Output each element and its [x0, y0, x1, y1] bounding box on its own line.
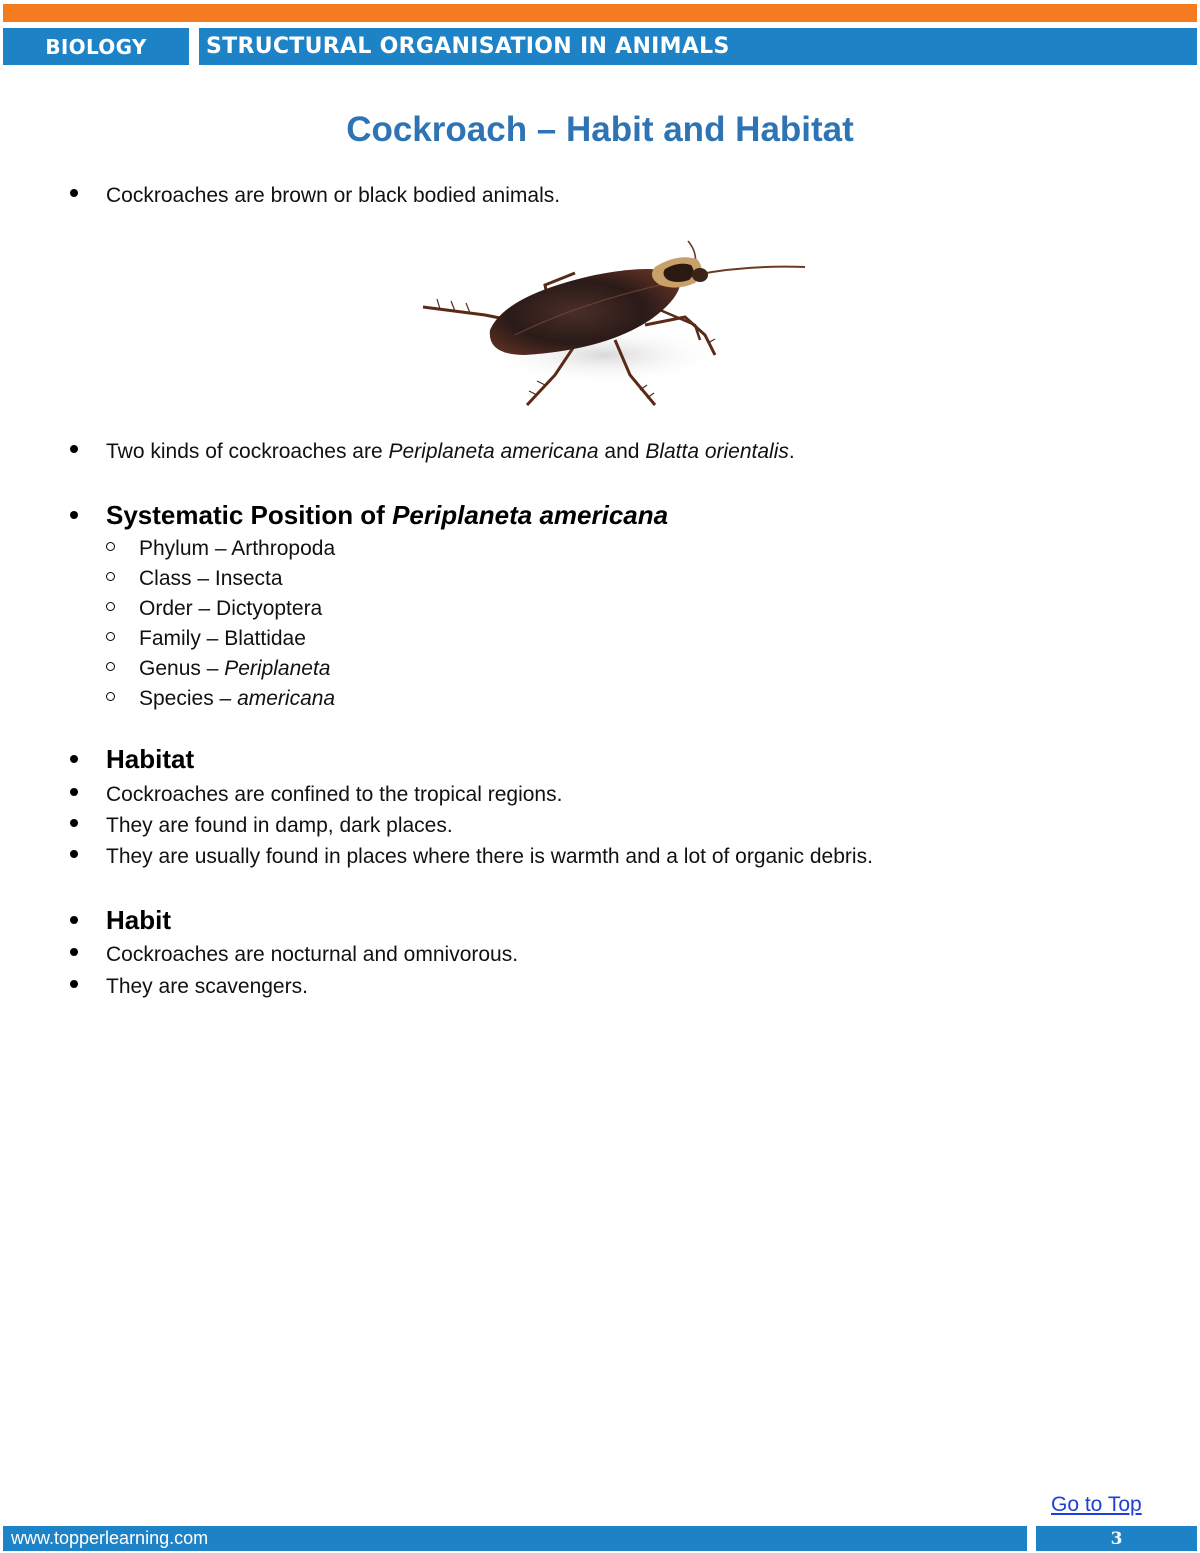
habit-text: Cockroaches are nocturnal and omnivorous. — [106, 943, 519, 966]
systematic-label: Species – — [139, 687, 238, 710]
page-number: 3 — [1110, 1528, 1123, 1549]
systematic-label: Class – — [139, 567, 215, 590]
kinds-item — [70, 440, 795, 464]
systematic-item-order — [106, 597, 322, 621]
systematic-heading-species: Periplaneta americana — [392, 500, 669, 530]
systematic-label: Phylum – — [139, 537, 232, 560]
systematic-value: americana — [237, 687, 336, 710]
systematic-value: Blattidae — [224, 627, 306, 650]
circle-bullet — [106, 572, 115, 581]
go-to-top-link[interactable]: Go to Top — [1051, 1493, 1142, 1516]
cockroach-illustration — [415, 235, 810, 415]
bullet-dot — [70, 850, 78, 858]
top-orange-stripe — [3, 4, 1197, 22]
systematic-heading-item — [70, 500, 668, 531]
habit-item — [70, 975, 308, 999]
header-subject-box — [3, 28, 189, 65]
circle-bullet — [106, 692, 115, 701]
systematic-label: Order – — [139, 597, 217, 620]
habit-heading: Habit — [106, 905, 171, 935]
habitat-heading-item — [70, 744, 194, 775]
habitat-heading: Habitat — [106, 744, 195, 774]
kinds-prefix: Two kinds of cockroaches are — [106, 440, 389, 463]
habitat-item — [70, 814, 453, 838]
systematic-value: Dictyoptera — [216, 597, 323, 620]
habitat-text: They are usually found in places where there is warmth and a lot of organic debris. — [106, 845, 873, 868]
header-subject: BIOLOGY — [45, 34, 147, 59]
systematic-heading — [106, 500, 668, 531]
kinds-species2: Blatta orientalis — [645, 440, 789, 463]
systematic-label: Genus – — [139, 657, 225, 680]
bullet-dot — [70, 189, 78, 197]
bullet-dot — [70, 445, 78, 453]
header-chapter: STRUCTURAL ORGANISATION IN ANIMALS — [206, 34, 730, 59]
kinds-suffix: . — [788, 440, 795, 463]
systematic-label: Family – — [139, 627, 225, 650]
systematic-item-phylum — [106, 537, 335, 561]
systematic-item-class — [106, 567, 283, 591]
footer-website-bar — [3, 1526, 1027, 1551]
bullet-dot — [70, 916, 78, 924]
bullet-dot — [70, 819, 78, 827]
kinds-species1: Periplaneta americana — [388, 440, 599, 463]
systematic-item-family — [106, 627, 306, 651]
systematic-value: Periplaneta — [224, 657, 331, 680]
circle-bullet — [106, 662, 115, 671]
page-title: Cockroach – Habit and Habitat — [346, 110, 854, 149]
circle-bullet — [106, 542, 115, 551]
systematic-value: Arthropoda — [231, 537, 336, 560]
habit-text: They are scavengers. — [106, 975, 308, 998]
systematic-item-species — [106, 687, 335, 711]
cockroach-image — [415, 235, 810, 415]
intro-item — [70, 184, 560, 208]
habitat-text: Cockroaches are confined to the tropical regions. — [106, 783, 563, 806]
intro-text: Cockroaches are brown or black bodied animals. — [106, 184, 561, 207]
header-chapter-box — [199, 28, 1197, 65]
bullet-dot — [70, 511, 78, 519]
bullet-dot — [70, 788, 78, 796]
kinds-conj: and — [598, 440, 646, 463]
habit-item — [70, 943, 518, 967]
systematic-heading-prefix: Systematic Position of — [106, 500, 393, 530]
habitat-item — [70, 845, 873, 869]
habit-heading-item — [70, 905, 171, 936]
circle-bullet — [106, 632, 115, 641]
footer-website: www.topperlearning.com — [11, 1528, 209, 1548]
bullet-dot — [70, 755, 78, 763]
bullet-dot — [70, 948, 78, 956]
bullet-dot — [70, 980, 78, 988]
habitat-item — [70, 783, 562, 807]
footer-page-box — [1036, 1526, 1197, 1551]
systematic-item-genus — [106, 657, 330, 681]
systematic-value: Insecta — [214, 567, 283, 590]
kinds-text — [106, 440, 795, 464]
habitat-text: They are found in damp, dark places. — [106, 814, 453, 837]
circle-bullet — [106, 602, 115, 611]
